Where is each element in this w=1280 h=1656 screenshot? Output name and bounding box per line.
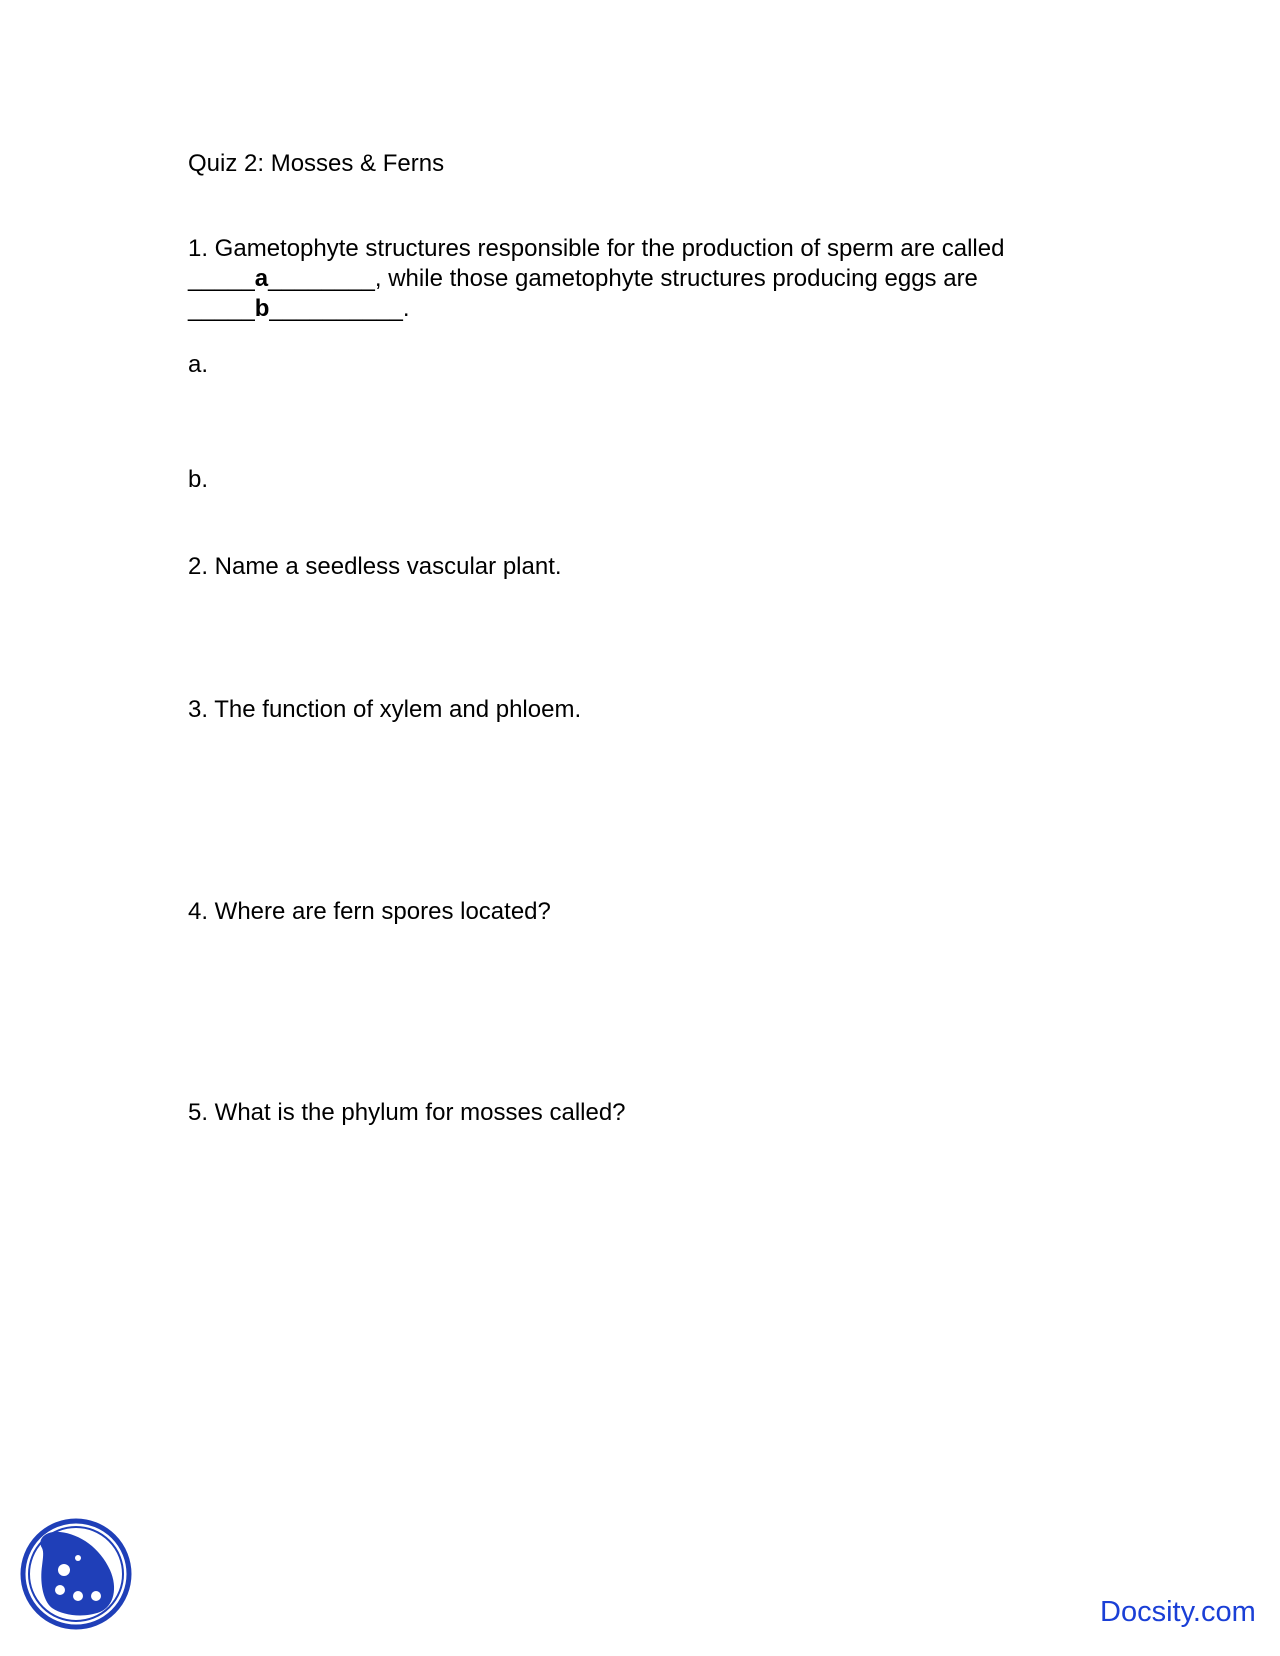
question-1-line-3 <box>188 294 410 324</box>
question-3: 3. The function of xylem and phloem. <box>188 696 582 723</box>
blank-a-prefix: _____ <box>188 265 255 292</box>
question-1-line-2 <box>188 264 978 294</box>
question-5: 5. What is the phylum for mosses called? <box>188 1099 626 1126</box>
blank-b-suffix: __________. <box>269 295 410 322</box>
question-2: 2. Name a seedless vascular plant. <box>188 553 562 580</box>
question-4: 4. Where are fern spores located? <box>188 898 551 925</box>
docsity-logo-graphic <box>20 1518 132 1630</box>
blank-a-letter: a <box>254 265 269 292</box>
docsity-logo-icon[interactable] <box>20 1518 132 1630</box>
question-1-line-1: 1. Gametophyte structures responsible for the production of sperm are called <box>188 235 1005 262</box>
blank-b-prefix: _____ <box>188 295 255 322</box>
blank-a-suffix: ________, while those gametophyte structures producing eggs are <box>268 265 978 292</box>
docsity-brand-link[interactable]: Docsity.com <box>1100 1596 1256 1628</box>
answer-label-a: a. <box>188 351 209 378</box>
quiz-title: Quiz 2: Mosses & Ferns <box>188 150 445 177</box>
answer-label-b: b. <box>188 466 209 493</box>
blank-b-letter: b <box>254 295 270 322</box>
